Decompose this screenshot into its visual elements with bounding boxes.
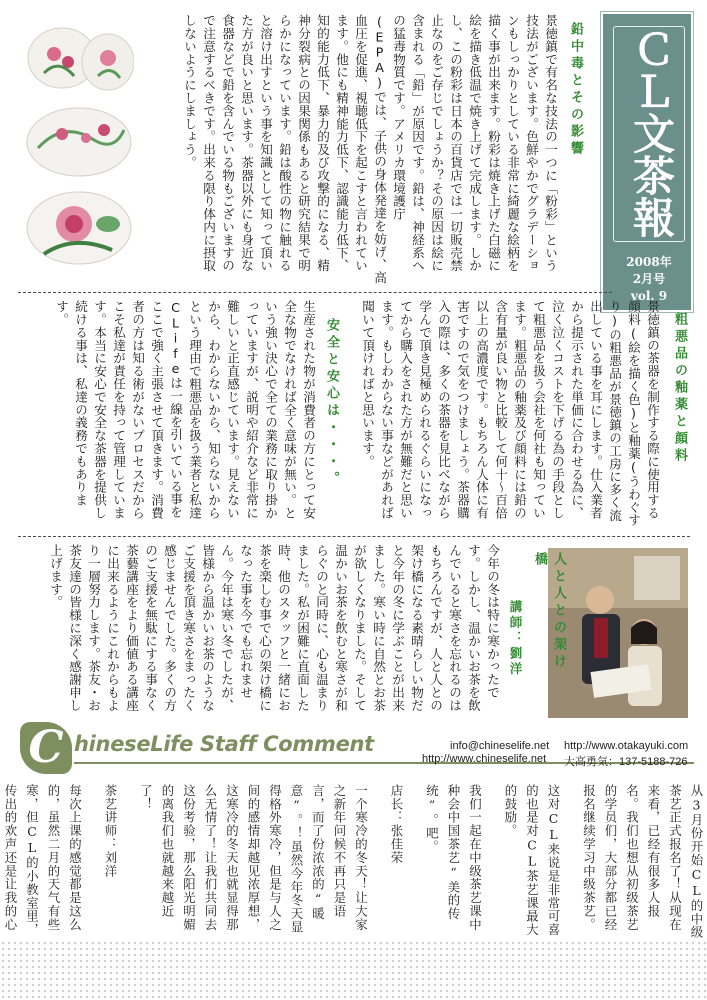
- safety-body: 生産された物が消費者の方にとって安全な物でなければ全く意味が無い。という強い決心で全ての業務に取り掛かっていますが、説明や紹介など非常に難しいと正直感じています。見えないから、わからないから、知らないからという理由で粗悪品を扱う業者と私達CLifeは一線を引いている事をここで強く主張させて頂きます。消費者の方は知る術がないプロセスだからこそ私達が責任を持って管理しています。本当に安心で安全な茶器を提供し続ける事は、私達の義務でもあります。: [54, 300, 316, 520]
- masthead-title: ＣＬ文茶報: [627, 28, 676, 238]
- contact-website[interactable]: http://www.chineselife.net: [422, 753, 547, 765]
- bridge-heading: 人と人との架け橋: [532, 552, 566, 671]
- masthead: [601, 12, 693, 312]
- issue-volume: vol. 9: [630, 289, 668, 303]
- dotted-footer-pattern: [0, 940, 707, 1000]
- vase-photo-3: [24, 184, 134, 268]
- contact-blog[interactable]: http://www.otakayuki.com: [564, 740, 689, 752]
- contact-email[interactable]: info@chineselife.net: [450, 740, 550, 752]
- instructors-photo: [548, 548, 688, 718]
- chinese-comment-2: 这对CL来说是非常可喜的也是对CL茶艺课最大的鼓励。: [503, 784, 561, 937]
- chinese-comment-3: 我们一起在中级茶艺课中种会中国茶艺“美的传统”。吧。: [424, 784, 483, 932]
- glaze-body: 景徳鎮の茶器を制作する際に使用する顔料(絵を描く色)と釉薬(うわぐすり)の粗悪品が景徳鎮の工房に多く流出している事を耳にします。仕入業者から提示された単価に合わせる為に、泣く泣くコストを下げる為の手段として粗悪品を扱う会社を何社も知っています。粗悪品の釉薬及び顔料には鉛の含有量が良い物と比較して何十～百倍以上の高濃度です。もちろん人体に有害ですので気をつけましょう。茶器購入の際は、多くの茶器を見比べながら学んで頂き見極められるぐらいになってから購入をされた方が無難だと思います。もしわからない事などがあれば聞いて頂ければと思います。: [360, 300, 660, 527]
- chinese-comment-5: 每次上课的感觉都是这么的，虽然二月的天气有些寒，但CL的小教室里，传出的欢声还是让我的心: [3, 784, 83, 937]
- vase-photo-2: [24, 100, 134, 180]
- section-divider-top: [18, 292, 612, 293]
- bridge-body: 今年の冬は特に寒かったです。しかし、温かいお茶を飲んでいると寒さを忘れるのはもちろんですが、人と人との架け橋になる素晴らしい物だと今年の冬に学ぶことが出来ました。寒い時に自然とお茶が欲しくなりました。そして温かいお茶を飲むと寒さが和らぐのと同時に、心も温まりました。私が困難に直面した時、他のスタッフと一緒にお茶を楽しむ事で心の架け橋になった事を今でも忘れません。今年は寒い冬でしたが、皆様から温かいお茶のようなご支援を頂き寒さをまったく感じませんでした。多くの方のご支援を無駄にする事なく茶藝講座をより価値ある講座に出来るようにこれからもより一層努力します。茶友・お茶友達の皆様に深く感謝申し上げます。: [48, 544, 500, 712]
- chinese-comment-4: 一个寒冷的冬天！让大家之新年问候不再只是语言，而了份浓浓的“暖意”。！虽然今年冬天显得格外寒冷，但是与人之间的感情却越见浓厚想，这寒冷的冬天也就显得那么无情了！让我们共同去这份考验，那么阳光明媚的离我们也就越来越近了！: [138, 784, 369, 934]
- lead-heading: 鉛中毒とその影響: [568, 22, 583, 158]
- masthead-issue-info: [607, 254, 691, 305]
- safety-heading: 安全と安心は・・・。: [324, 318, 339, 488]
- staff-comment-title: hineseLife Staff Comment: [74, 732, 374, 756]
- chinese-comment-1: 从3月份开始CL的中级茶艺正式报名了！从现在来看，已经有很多人报名。我们也想从初级茶艺的学员们，大部分都已经报名继续学习中级茶艺。: [581, 784, 704, 940]
- issue-month: 2月号: [632, 272, 666, 286]
- chinese-comments: [0, 784, 707, 940]
- section-divider-middle: [18, 536, 690, 537]
- lead-body: 景徳鎮で有名な技法の一つに「粉彩」という技法がございます。色鮮やかでグラデーションもしっかりとしている非常に綺麗な絵柄を描く事が出来ます。粉彩は焼き上げた白磁に絵を描き低温で焼き上げて完成します。しかし、この粉彩は日本の百貨店では一切販売禁止なのをご存じでしょうか？その原因は絵に含まれる「鉛」が原因です。鉛は、神経系への猛毒物質です。アメリカ環境護庁(EPA)では、子供の身体発達を妨げ、高血圧を促進、視聴低下を起こすと言われています。他にも精神能力低下、認識能力低下、知的能力低下、暴力的及び攻撃的になる、精神分裂病との因果関係もあると研究結果で明らかになっています。鉛は酸性の物に触れると溶け出すという事を知識として知って頂いた方が良いと思います。茶器以外にも身近な食器などで鉛を含んでいる物もございますので注意するべきです。出来る限り体内に摂取しないようにしましょう。: [182, 14, 558, 284]
- chinese-signature-2: 茶艺讲师：刘洋: [103, 784, 118, 878]
- staff-comment-band: [20, 720, 695, 780]
- contact-phone: 大高勇気：137-5188-726: [564, 756, 688, 768]
- issue-year: 2008年: [626, 255, 672, 269]
- chinese-signature-1: 店长：张佳荣: [389, 784, 404, 865]
- vase-photo-1: [24, 18, 134, 96]
- bridge-byline: 講師：劉洋: [508, 600, 523, 678]
- chineselife-logo: C: [20, 722, 72, 774]
- glaze-heading: 粗悪品の釉薬と顔料: [672, 312, 687, 465]
